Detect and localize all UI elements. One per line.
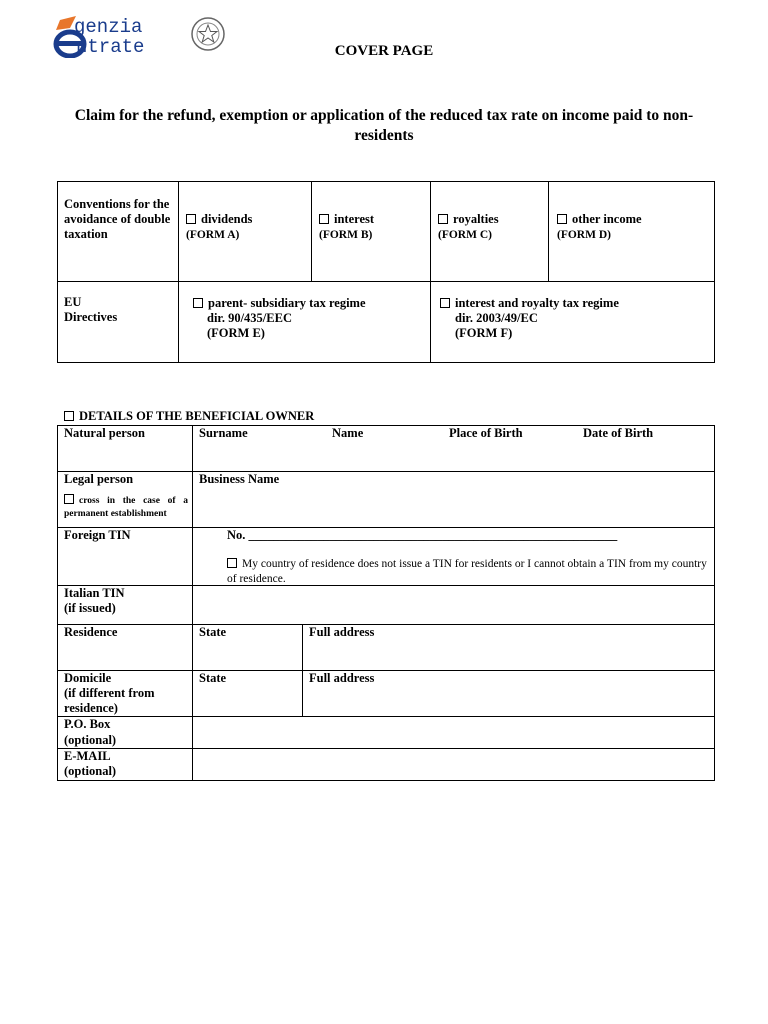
eu-label: EU [64, 295, 82, 309]
legal-person-label: Legal person [64, 472, 134, 486]
claim-title: Claim for the refund, exemption or application of the reduced tax rate on income paid to non-residents [74, 107, 694, 144]
dir-2003-49: dir. 2003/49/EC [455, 311, 538, 325]
surname-label: Surname [199, 426, 248, 440]
conventions-label: Conventions for the avoidance of double taxation [64, 197, 171, 241]
logo-line1: genzia [74, 16, 143, 38]
form-a-label: (FORM A) [186, 229, 240, 241]
form-e-label: (FORM E) [207, 326, 265, 340]
checkbox-icon[interactable] [557, 214, 567, 224]
option-interest-royalty[interactable]: interest and royalty tax regime [440, 296, 619, 311]
option-dividends[interactable]: dividends [186, 212, 252, 227]
foreign-tin-label: Foreign TIN [64, 528, 131, 542]
dir-90-435: dir. 90/435/EEC [207, 311, 292, 325]
date-of-birth-label: Date of Birth [583, 426, 654, 440]
cover-page-title: COVER PAGE [334, 43, 434, 59]
natural-person-label: Natural person [64, 426, 145, 440]
no-tin-option[interactable]: My country of residence does not issue a TIN for residents or I cannot obtain a TIN from my country of residence. [227, 558, 707, 585]
permanent-establishment-option[interactable]: cross in the case of a permanent establishment [64, 496, 188, 519]
form-c-label: (FORM C) [438, 229, 492, 241]
name-label: Name [332, 426, 364, 440]
foreign-tin-field[interactable]: No. ___________________________________________________________ [227, 528, 618, 542]
checkbox-icon[interactable] [440, 298, 450, 308]
form-f-label: (FORM F) [455, 326, 513, 340]
checkbox-icon[interactable] [193, 298, 203, 308]
checkbox-icon[interactable] [64, 411, 74, 421]
residence-address-label: Full address [309, 625, 375, 639]
domicile-note-1: (if different from [64, 686, 155, 700]
form-b-label: (FORM B) [319, 229, 373, 241]
residence-label: Residence [64, 625, 118, 639]
email-label: E-MAIL [64, 749, 111, 763]
option-parent-subsidiary[interactable]: parent- subsidiary tax regime [193, 296, 366, 311]
directives-label: Directives [64, 310, 118, 324]
domicile-state-label: State [199, 671, 227, 685]
checkbox-icon[interactable] [227, 558, 237, 568]
checkbox-icon[interactable] [319, 214, 329, 224]
owner-table [57, 425, 715, 781]
residence-state-label: State [199, 625, 227, 639]
option-interest[interactable]: interest [319, 212, 374, 227]
po-box-optional: (optional) [64, 733, 117, 747]
checkbox-icon[interactable] [64, 494, 74, 504]
po-box-label: P.O. Box [64, 717, 111, 731]
checkbox-icon[interactable] [186, 214, 196, 224]
beneficial-owner-section[interactable]: DETAILS OF THE BENEFICIAL OWNER [64, 409, 314, 424]
option-royalties[interactable]: royalties [438, 212, 499, 227]
logo-line2: ntrate [76, 36, 145, 58]
checkbox-icon[interactable] [438, 214, 448, 224]
place-of-birth-label: Place of Birth [449, 426, 523, 440]
form-d-label: (FORM D) [557, 229, 611, 241]
domicile-label: Domicile [64, 671, 112, 685]
italian-tin-label: Italian TIN [64, 586, 125, 600]
italian-tin-note: (if issued) [64, 601, 116, 615]
email-optional: (optional) [64, 764, 117, 778]
business-name-label: Business Name [199, 472, 280, 486]
domicile-address-label: Full address [309, 671, 375, 685]
option-other-income[interactable]: other income [557, 212, 642, 227]
domicile-note-2: residence) [64, 701, 118, 715]
